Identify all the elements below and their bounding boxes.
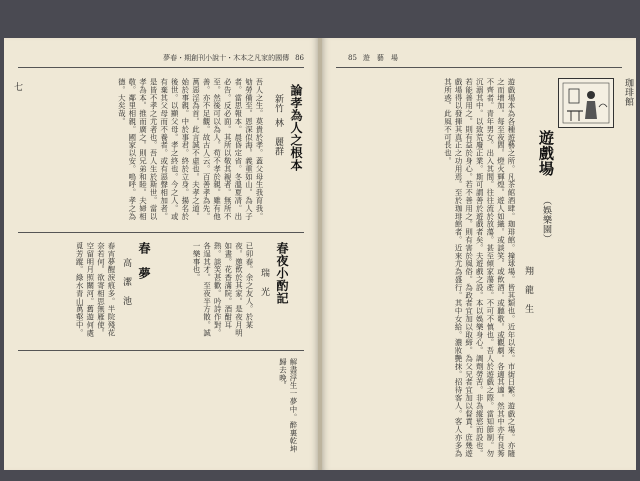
left-page-header <box>163 52 304 64</box>
section-rule-2 <box>18 350 304 351</box>
header-rule <box>18 67 304 68</box>
poem-section-author: 高 潔 池 <box>121 258 131 306</box>
header-rule-right <box>336 67 622 68</box>
article-author-right: 翔 龍 生 <box>523 266 533 314</box>
magazine-spread <box>4 38 636 470</box>
poem-author: 瑞 光 <box>259 268 269 297</box>
cafe-scene-icon <box>559 79 613 127</box>
left-header-text: 夢春・期創刊小說十・木本之凡家的國傳 <box>163 54 290 62</box>
vignette-illustration <box>558 78 614 128</box>
page-mark: 七 <box>14 83 24 93</box>
left-page <box>4 38 318 470</box>
bottom-note: 解盡浮生一夢中。醉裏乾坤歸去晚。 <box>278 358 298 453</box>
article-author-prefix: 新竹 <box>273 94 283 113</box>
article-body: 吾人之生。莫貴於孝。蓋父母生我育我。劬勞備至。恩深似海。義重如山。為人子者。當思報本。晨昏定省。冬溫夏凊。出必告。反必面。其所以敬其親者。無所不至。然後可以為人。苟不孝於親。雖有他善。亦不足觀。故古人云。百善孝為先。萬惡淫為首。此言誠不虛也。夫孝之道。始於事親。中於事君。終於立身。揚名於後世。以顯父母。孝之終也。今之人。或有棄其父母而不養者。或有惡聲相加者。是皆不孝之尤者也。吾人生於斯世。當以孝為本。推而廣之。則兄弟和睦。夫婦相敬。鄰里相親。國家以安。嗚呼。孝之為德。大矣哉。 <box>117 78 264 221</box>
left-page-number: 86 <box>295 54 304 62</box>
article-author: 林 麗群 <box>273 118 283 156</box>
poem-section-title: 春 夢 <box>137 242 151 280</box>
article-title-right: 遊戲場 <box>537 130 555 177</box>
poem-section-body: 春宵夢醒淚痕多。半院殘花奈若何。欲寄相思無雁使。空留明月照關河。舊遊何處覓芳蹤。綠水青山萬壑中。 <box>75 242 116 337</box>
article-subtitle-right: （娛樂園） <box>541 196 551 244</box>
right-header-text: 遊 藝 場 <box>362 54 398 62</box>
article-title: 論孝為人之根本 <box>289 84 303 172</box>
poem-body: 已卯春。余之友人。於某夜。邀飲於其家。是夜月明如晝。花香滿院。酒酣耳熱。談笑甚歡。吟詩作對。各逞其才。至夜半方散。誠一樂事也。 <box>192 242 254 337</box>
section-rule-1 <box>18 232 304 233</box>
poem-title: 春夜小酌記 <box>275 242 289 305</box>
column-label: 珈琲館 <box>623 78 633 107</box>
right-page-header <box>348 52 398 64</box>
right-page-number: 85 <box>348 54 357 62</box>
article-body-right: 遊戲場本為各種遊藝之所。凡茶館酒肆。珈琲館。撞球場。皆其類也。近年以來。市街日繁。遊戲之場。亦隨之而增加。每至夜間。燈火輝煌。遊人如織。或談笑。或飲酒。或聽歌。或觀劇。各適其適。然其中亦有良莠不齊者。青年男女。出入其間。往往流於放蕩。甚至傾家蕩產。不可不慎也。吾人於遊戲之際。當知節制。勿沉溺其中。以致荒廢正業。斯可謂善於遊戲者矣。夫遊戲之設。本以娛樂身心。調劑勞苦。非為縱慾而設也。若能善用之。則有益於身心。若不善用之。則有害於風俗。為政者宜加以取締。為父兄者宜加以督責。庶幾遊戲場得以發揮其真正之功用焉。至於珈琲館者。近來尤為盛行。其中女給。濃妝艷抹。招待客人。客人亦多為其所惑。此風不可長也。 <box>443 78 516 458</box>
right-page <box>322 38 636 470</box>
